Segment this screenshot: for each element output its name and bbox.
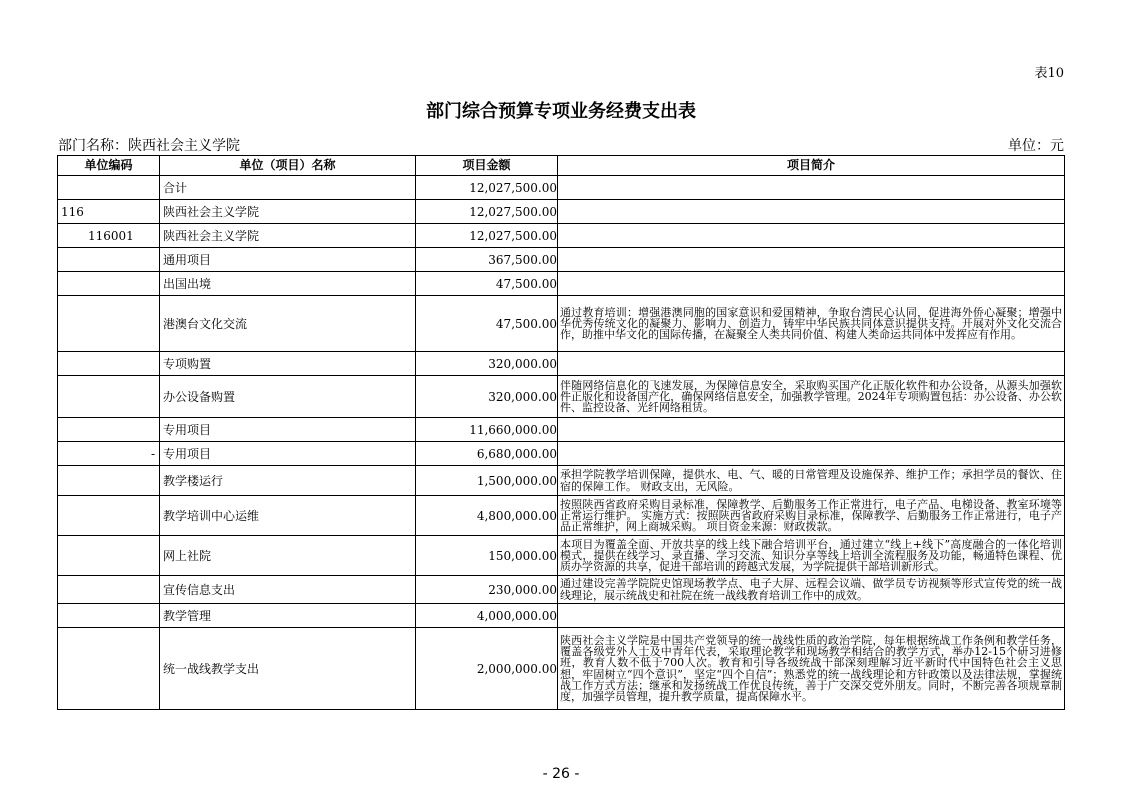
- row-desc: [558, 248, 1065, 272]
- row-amount: 12,027,500.00: [416, 200, 558, 224]
- row-desc: [558, 176, 1065, 200]
- header-code: 单位编码: [58, 156, 160, 176]
- row-amount: 4,800,000.00: [416, 496, 558, 536]
- table-row: [58, 352, 1065, 376]
- page-title: 部门综合预算专项业务经费支出表: [426, 101, 696, 122]
- table-row: [58, 496, 1065, 536]
- row-code: [58, 272, 160, 296]
- row-desc: 承担学院教学培训保障，提供水、电、气、暖的日常管理及设施保养、维护工作；承担学员的餐饮、住宿的保障工作。 财政支出，无风险。: [558, 466, 1065, 496]
- row-code: [58, 628, 160, 710]
- row-amount: 367,500.00: [416, 248, 558, 272]
- table-row: [58, 604, 1065, 628]
- table-row: [58, 442, 1065, 466]
- table-row: [58, 376, 1065, 418]
- row-amount: 150,000.00: [416, 536, 558, 576]
- header-desc: 项目简介: [558, 156, 1065, 176]
- row-amount: 47,500.00: [416, 296, 558, 352]
- row-desc: [558, 418, 1065, 442]
- row-amount: 2,000,000.00: [416, 628, 558, 710]
- row-name: 专用项目: [160, 418, 416, 442]
- row-desc: 通过教育培训：增强港澳同胞的国家意识和爱国精神，争取台湾民心认同，促进海外侨心凝聚；增强中华优秀传统文化的凝聚力、影响力、创造力，铸牢中华民族共同体意识提供支持。开展对外文化交流合作，助推中华文化的国际传播，在凝聚全人类共同价值、构建人类命运共同体中发挥应有作用。: [558, 296, 1065, 352]
- table-number: 表10: [1034, 66, 1064, 81]
- row-desc: [558, 200, 1065, 224]
- row-name: 教学楼运行: [160, 466, 416, 496]
- row-desc: [558, 272, 1065, 296]
- table-row: [58, 628, 1065, 710]
- row-amount: 320,000.00: [416, 352, 558, 376]
- row-code: -: [58, 442, 160, 466]
- row-desc: [558, 604, 1065, 628]
- row-amount: 47,500.00: [416, 272, 558, 296]
- unit-label: 单位：元: [1008, 138, 1064, 154]
- row-name: 统一战线教学支出: [160, 628, 416, 710]
- row-name: 专项购置: [160, 352, 416, 376]
- table-row: [58, 248, 1065, 272]
- row-code: [58, 536, 160, 576]
- row-name: 教学培训中心运维: [160, 496, 416, 536]
- row-code: [58, 496, 160, 536]
- row-desc: [558, 224, 1065, 248]
- row-code: [58, 604, 160, 628]
- row-code: [58, 176, 160, 200]
- row-name: 宣传信息支出: [160, 576, 416, 604]
- row-name: 合计: [160, 176, 416, 200]
- table-row: [58, 466, 1065, 496]
- row-amount: 12,027,500.00: [416, 176, 558, 200]
- table-row: [58, 272, 1065, 296]
- row-desc: 通过建设完善学院院史馆现场教学点、电子大屏、远程会议端、做学员专访视频等形式宣传党的统一战线理论，展示统战史和社院在统一战线教育培训工作中的成效。: [558, 576, 1065, 604]
- table-row: [58, 418, 1065, 442]
- row-name: 办公设备购置: [160, 376, 416, 418]
- row-code: [58, 352, 160, 376]
- row-desc: [558, 352, 1065, 376]
- row-desc: 本项目为覆盖全面、开放共享的线上线下融合培训平台，通过建立“线上+线下”高度融合的一体化培训模式，提供在线学习、录直播、学习交流、知识分享等线上培训全流程服务及功能，畅通特色课程、优质办学资源的共享，促进干部培训的跨越式发展，为学院提供干部培训新形式。: [558, 536, 1065, 576]
- row-desc: 按照陕西省政府采购目录标准，保障教学、后勤服务工作正常进行，电子产品、电梯设备、教室环境等正常运行维护。 实施方式：按照陕西省政府采购目录标准，保障教学、后勤服务工作正常进行，电子产品正常维护，网上商城采购。 项目资金来源：财政拨款。: [558, 496, 1065, 536]
- department-name: 部门名称：陕西社会主义学院: [58, 138, 240, 154]
- row-name: 通用项目: [160, 248, 416, 272]
- row-code: [58, 418, 160, 442]
- row-name: 陕西社会主义学院: [160, 224, 416, 248]
- row-amount: 6,680,000.00: [416, 442, 558, 466]
- row-name: 港澳台文化交流: [160, 296, 416, 352]
- row-amount: 1,500,000.00: [416, 466, 558, 496]
- row-amount: 12,027,500.00: [416, 224, 558, 248]
- row-desc: 陕西社会主义学院是中国共产党领导的统一战线性质的政治学院，每年根据统战工作条例和教学任务，覆盖各级党外人士及中青年代表，采取理论教学和现场教学相结合的教学方式，举办12-15个研习进修班，教育人数不低于700人次。教育和引导各级统战干部深刻理解习近平新时代中国特色社会主义思想，牢固树立“四个意识”，坚定“四个自信”；熟悉党的统一战线理论和方针政策以及法律法规，掌握统战工作方式方法；继承和发扬统战工作优良传统，善于广交深交党外朋友。同时，不断完善各项规章制度，加强学员管理，提升教学质量，提高保障水平。: [558, 628, 1065, 710]
- row-code: [58, 248, 160, 272]
- table-row: [58, 576, 1065, 604]
- row-name: 网上社院: [160, 536, 416, 576]
- table-row: [58, 176, 1065, 200]
- row-code: 116: [58, 200, 160, 224]
- row-code: 116001: [58, 224, 160, 248]
- row-code: [58, 296, 160, 352]
- row-code: [58, 576, 160, 604]
- expenditure-table: [57, 155, 1065, 710]
- table-row: [58, 296, 1065, 352]
- row-name: 教学管理: [160, 604, 416, 628]
- row-name: 出国出境: [160, 272, 416, 296]
- table-header-row: [58, 156, 1065, 176]
- header-name: 单位（项目）名称: [160, 156, 416, 176]
- row-code: [58, 376, 160, 418]
- row-amount: 4,000,000.00: [416, 604, 558, 628]
- row-amount: 320,000.00: [416, 376, 558, 418]
- table-row: [58, 224, 1065, 248]
- header-amount: 项目金额: [416, 156, 558, 176]
- row-code: [58, 466, 160, 496]
- row-desc: 伴随网络信息化的飞速发展，为保障信息安全，采取购买国产化正版化软件和办公设备，从源头加强软件正版化和设备国产化，确保网络信息安全，加强教学管理。2024年专项购置包括：办公设备、办公软件、监控设备、光纤网络租赁。: [558, 376, 1065, 418]
- row-amount: 11,660,000.00: [416, 418, 558, 442]
- page-number: - 26 -: [542, 766, 580, 782]
- table-row: [58, 200, 1065, 224]
- row-name: 专用项目: [160, 442, 416, 466]
- table-row: [58, 536, 1065, 576]
- row-name: 陕西社会主义学院: [160, 200, 416, 224]
- row-amount: 230,000.00: [416, 576, 558, 604]
- row-desc: [558, 442, 1065, 466]
